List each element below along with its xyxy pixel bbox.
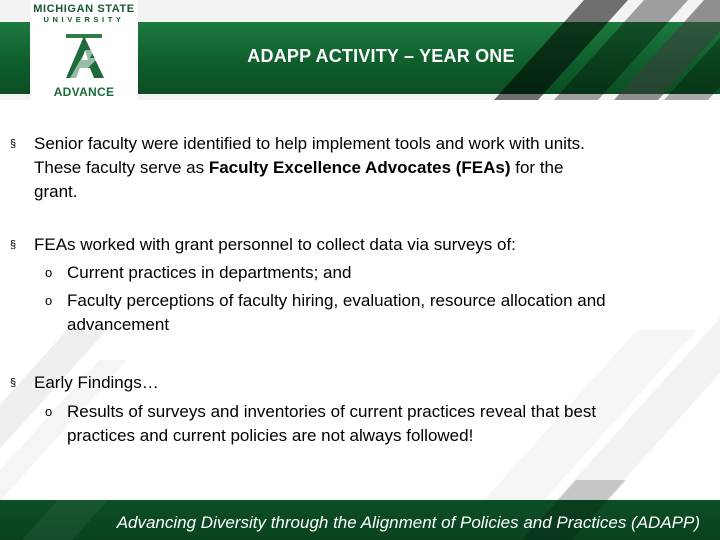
bullet-1-line-3: grant. — [34, 182, 78, 201]
sub-bullet-marker: o — [45, 293, 53, 308]
bullet-marker: § — [10, 239, 17, 251]
bullet-1-line-2 — [34, 156, 704, 180]
footer-text: Advancing Diversity through the Alignment of Policies and Practices (ADAPP) — [116, 513, 700, 532]
sub-bullet-marker: o — [45, 404, 53, 419]
bullet-3-text: Early Findings… — [34, 373, 159, 392]
bullet-1-line-1: Senior faculty were identified to help implement tools and work with units. — [34, 134, 585, 153]
bullet-1-text: These faculty serve as — [34, 158, 209, 177]
logo-advance-word: ADVANCE — [53, 85, 115, 99]
slide-title: ADAPP ACTIVITY – YEAR ONE — [247, 46, 515, 66]
logo-university-word: UNIVERSITY — [43, 15, 125, 24]
bullet-marker: § — [10, 377, 17, 389]
bullet-2-sub-1: Current practices in departments; and — [67, 263, 352, 282]
bullet-3-sub-1-line-2: practices and current policies are not always followed! — [67, 426, 474, 445]
bullet-2-sub-2-line-1: Faculty perceptions of faculty hiring, evaluation, resource allocation and — [67, 291, 606, 310]
sub-bullet-marker: o — [45, 265, 53, 280]
bullet-2-sub-2-line-2: advancement — [67, 315, 170, 334]
bullet-3-sub-1-line-1: Results of surveys and inventories of current practices reveal that best — [67, 402, 597, 421]
bullet-1-bold-term: Faculty Excellence Advocates (FEAs) — [208, 158, 511, 177]
bullet-1-text-end: for the — [510, 158, 564, 177]
logo-university-name: MICHIGAN STATE — [33, 3, 135, 15]
bullet-2-text: FEAs worked with grant personnel to collect data via surveys of: — [34, 235, 516, 254]
bullet-marker: § — [10, 138, 17, 150]
